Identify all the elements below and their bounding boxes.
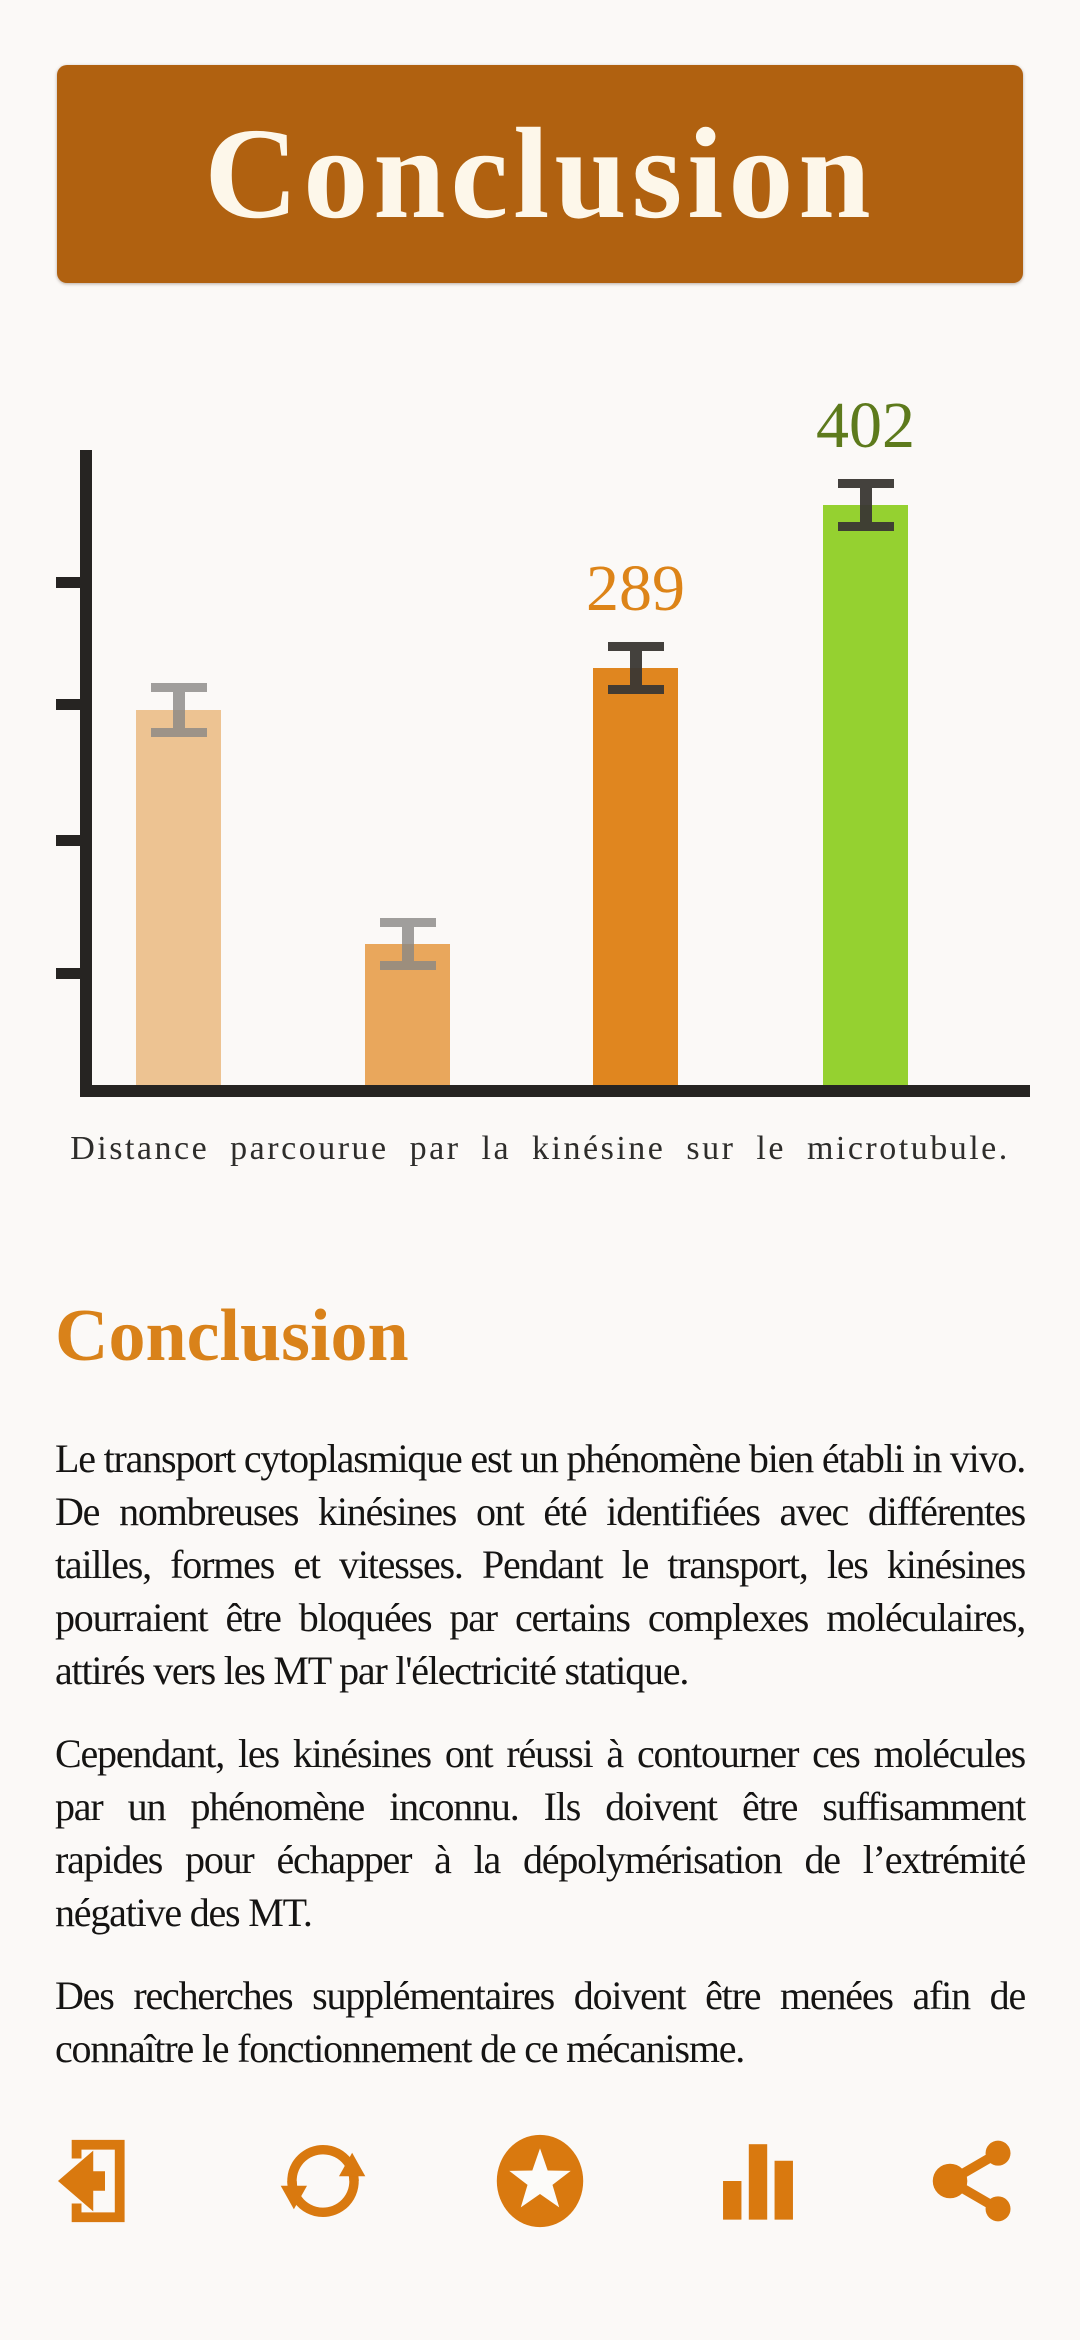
banner-title: Conclusion [204, 102, 876, 246]
logout-button[interactable] [55, 2125, 155, 2237]
x-axis [80, 1085, 1030, 1097]
chart-caption: Distance parcourue par la kinésine sur le microtubule. [70, 1130, 1010, 1167]
paragraph-1: Le transport cytoplasmique est un phénomène bien établi in vivo. De nombreuses kinésines ont été identifiées avec différentes tailles, formes et vitesses. Pendant le transport, les kinésines pourraient être bloquées par certains complexes moléculaires, attirés vers les MT par l'électricité statique. [55, 1436, 1025, 1693]
logout-icon [56, 2128, 154, 2234]
error-bar-1 [151, 683, 207, 737]
chart-bar-3 [593, 668, 678, 1085]
y-axis-tick [56, 835, 92, 846]
sync-button[interactable] [273, 2125, 373, 2237]
share-button[interactable] [925, 2125, 1025, 2237]
y-axis-tick [56, 699, 92, 710]
paragraph-3: Des recherches supplémentaires doivent être menées afin de connaître le fonctionnement de ce mécanisme. [55, 1973, 1025, 2071]
bar-value-label: 402 [816, 389, 915, 462]
stats-button[interactable] [708, 2125, 808, 2237]
sync-icon [276, 2134, 370, 2228]
y-axis [80, 450, 92, 1097]
star-circle-icon [492, 2129, 588, 2233]
error-bar-3 [608, 642, 664, 694]
error-bar-2 [380, 918, 436, 970]
bottom-toolbar [0, 2118, 1080, 2244]
paragraph-2: Cependant, les kinésines ont réussi à contourner ces molécules par un phénomène inconnu. Ils doivent être suffisamment rapides pour échapper à la dépolymérisation de l’extrémité négative des MT. [55, 1731, 1025, 1935]
star-button[interactable] [490, 2125, 590, 2237]
bar-value-label: 289 [586, 552, 685, 625]
error-bar-4 [838, 479, 894, 531]
section-heading: Conclusion [55, 1295, 409, 1377]
chart-bar-4 [823, 505, 908, 1085]
body-text [55, 1432, 1025, 2105]
bar-chart-icon [712, 2131, 804, 2231]
y-axis-tick [56, 577, 92, 588]
y-axis-tick [56, 968, 92, 979]
share-icon [927, 2131, 1023, 2231]
chart-bar-1 [136, 710, 221, 1085]
